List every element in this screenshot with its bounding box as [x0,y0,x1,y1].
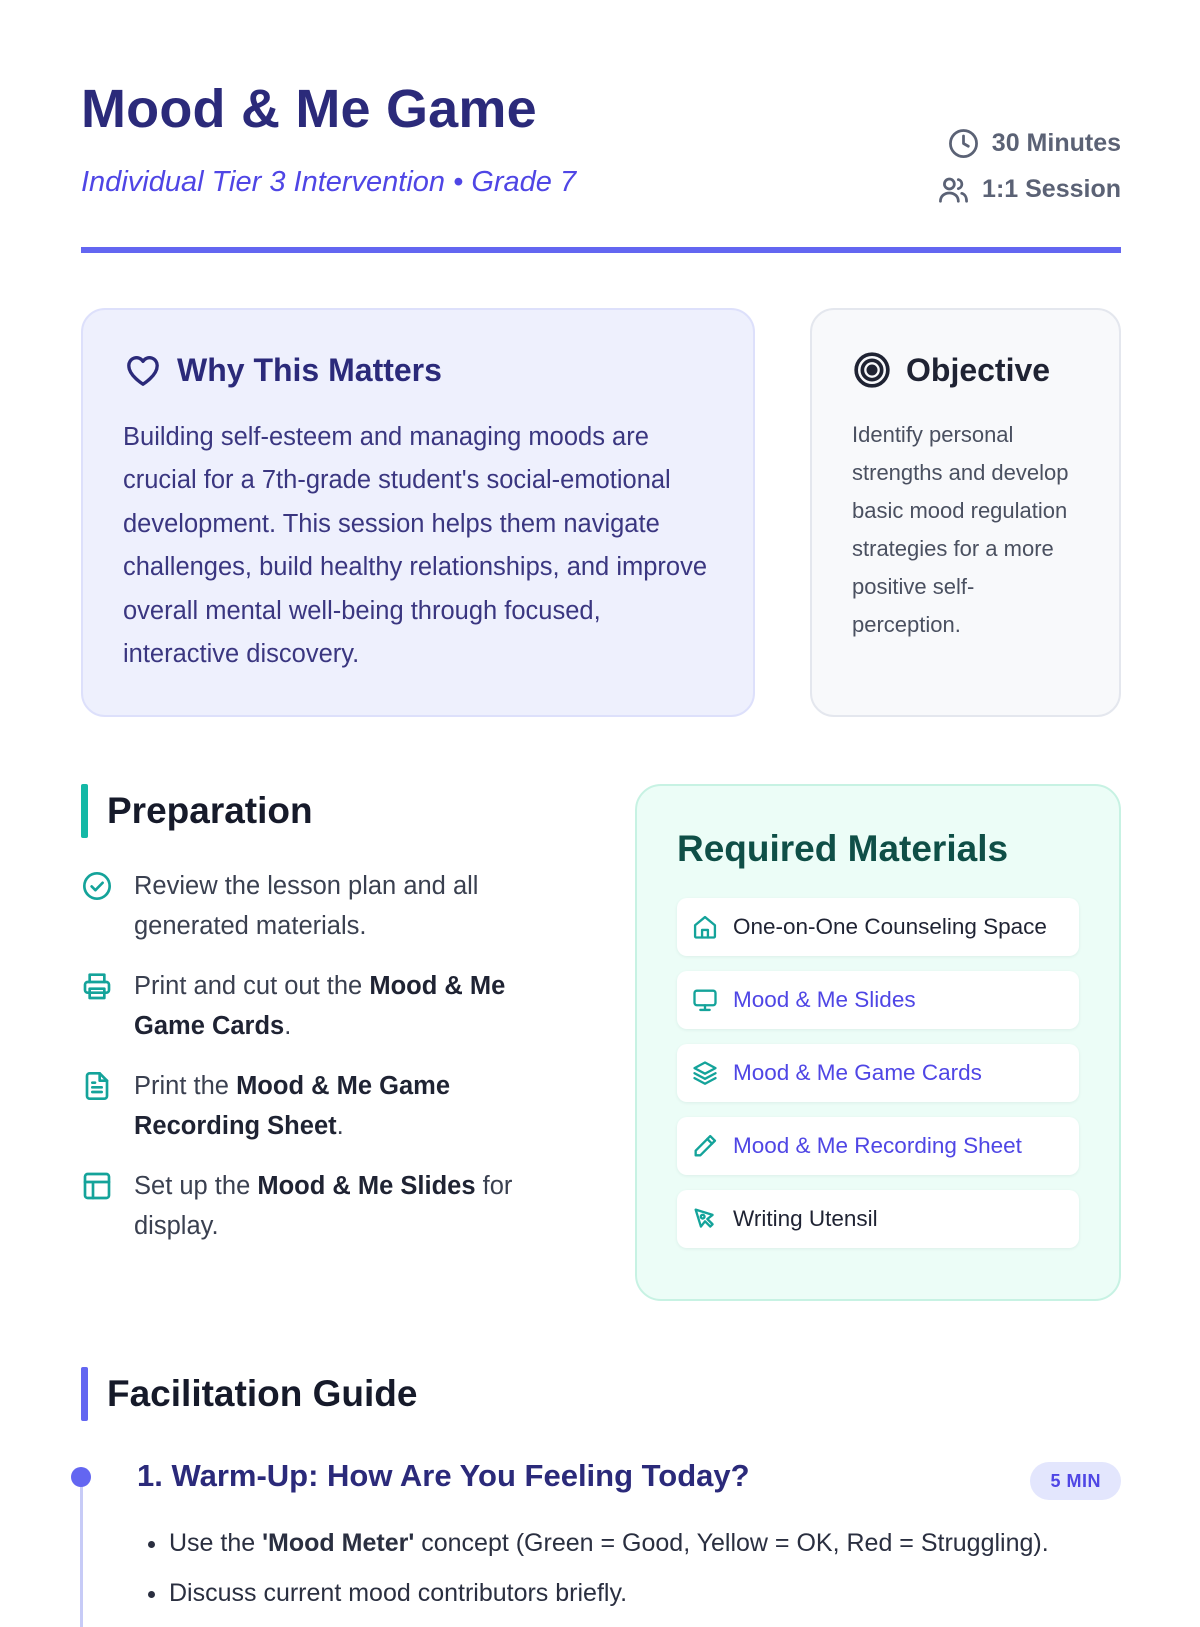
material-item-counseling-space: One-on-One Counseling Space [677,898,1079,956]
page-title: Mood & Me Game [81,79,537,139]
objective-card [810,308,1121,717]
timeline-dot [71,1467,91,1487]
home-icon [691,913,719,941]
duration-text: 30 Minutes [991,128,1121,157]
preparation-list [81,866,561,1266]
timeline-line [80,1487,83,1627]
layers-icon [691,1059,719,1087]
material-link-game-cards[interactable]: Mood & Me Game Cards [677,1044,1079,1102]
list-item: Set up the Mood & Me Slides for display. [81,1166,561,1246]
layout-icon [81,1170,113,1202]
preparation-heading: Preparation [81,784,313,838]
lesson-plan-page [81,0,1121,1607]
duration-meta [937,120,1121,166]
required-materials-card [635,784,1121,1301]
step-title: 1. Warm-Up: How Are You Feeling Today? [137,1458,750,1493]
pen-tool-icon [691,1205,719,1233]
list-item: • Discuss current mood contributors briefly. [169,1568,1049,1618]
objective-heading: Objective [852,350,1081,390]
monitor-icon [691,986,719,1014]
users-icon [937,173,970,206]
header [81,0,1121,253]
material-item-writing-utensil: Writing Utensil [677,1190,1079,1248]
step-duration-badge: 5 MIN [1030,1462,1121,1500]
list-item: Print and cut out the Mood & Me Game Cards. [81,966,561,1046]
why-this-matters-text: Building self-esteem and managing moods are crucial for a 7th-grade student's social-emotional development. This session helps them navigate challenges, build healthy relationships, and improve overall mental well-being through focused, interactive discovery. [123,423,708,669]
session-type-meta [937,166,1121,212]
facilitation-guide-heading: Facilitation Guide [81,1367,417,1421]
page-subtitle: Individual Tier 3 Intervention • Grade 7 [81,166,577,198]
document-icon [81,1070,113,1102]
list-item: Review the lesson plan and all generated materials. [81,866,561,946]
why-this-matters-card [81,308,755,717]
required-materials-heading: Required Materials [677,828,1009,869]
objective-text: Identify personal strengths and develop basic mood regulation strategies for a more positive self-perception. [852,422,1069,637]
pencil-icon [691,1132,719,1160]
list-item: Print the Mood & Me Game Recording Sheet. [81,1066,561,1146]
why-this-matters-heading: Why This Matters [123,350,713,390]
material-link-recording-sheet[interactable]: Mood & Me Recording Sheet [677,1117,1079,1175]
list-item: • Use the 'Mood Meter' concept (Green = Good, Yellow = OK, Red = Struggling). [169,1518,1049,1568]
step-bullet-list [141,1518,1049,1618]
session-meta [937,120,1121,212]
clock-icon [947,127,980,160]
check-circle-icon [81,870,113,902]
heart-icon [123,350,163,390]
material-link-slides[interactable]: Mood & Me Slides [677,971,1079,1029]
printer-icon [81,970,113,1002]
target-icon [852,350,892,390]
session-type-text: 1:1 Session [982,174,1121,203]
